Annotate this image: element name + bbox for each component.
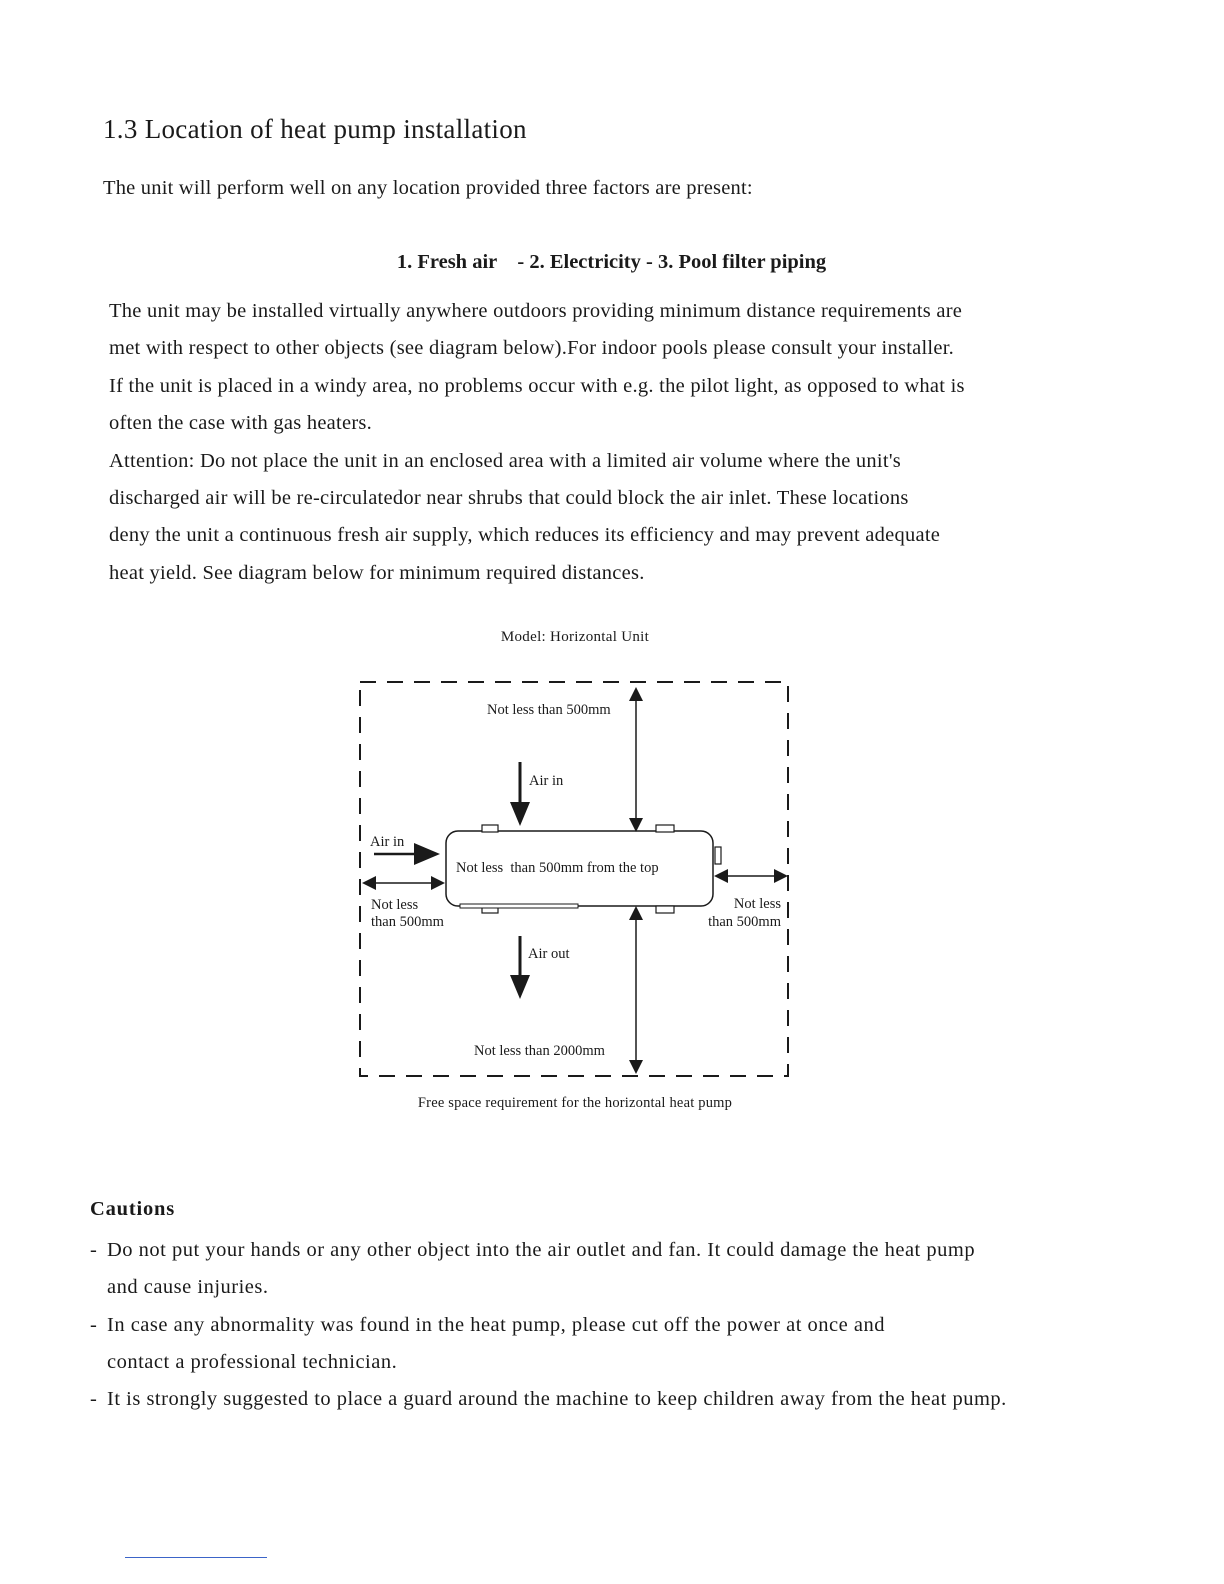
caution-line: In case any abnormality was found in the heat pump, please cut off the power at once and	[107, 1313, 885, 1336]
air-in-side-label: Air in	[370, 834, 405, 850]
footer-rule	[125, 1557, 267, 1558]
dash-bullet: -	[90, 1388, 98, 1411]
paragraph-line: deny the unit a continuous fresh air supply, which reduces its efficiency and may prevent adequate	[109, 524, 941, 547]
three-factors	[0, 251, 1224, 274]
arrowhead-down	[510, 802, 530, 826]
cautions-heading: Cautions	[90, 1198, 176, 1220]
paragraph-line: discharged air will be re-circulatedor near shrubs that could block the air inlet. These locations	[109, 487, 909, 510]
unit-foot	[482, 825, 498, 832]
paragraph-line: Attention: Do not place the unit in an enclosed area with a limited air volume where the unit's	[109, 449, 901, 472]
section-title: 1.3 Location of heat pump installation	[103, 114, 527, 144]
cautions-list	[90, 1232, 1007, 1418]
left-distance-label: Not less	[371, 897, 419, 913]
unit-foot	[656, 825, 674, 832]
right-distance-label: than 500mm	[708, 914, 781, 930]
arrowhead-right	[431, 876, 445, 890]
diagram-caption: Free space requirement for the horizontal heat pump	[417, 1095, 733, 1111]
arrowhead-up	[629, 906, 643, 920]
arrowhead-down	[629, 818, 643, 832]
dash-bullet: -	[90, 1313, 98, 1336]
top-distance-label: Not less than 500mm	[487, 702, 611, 718]
paragraph-line: met with respect to other objects (see diagram below).For indoor pools please consult your installer.	[109, 337, 955, 360]
air-out-label: Air out	[528, 946, 570, 962]
paragraph-line: If the unit is placed in a windy area, no problems occur with e.g. the pilot light, as opposed to what is	[109, 374, 965, 397]
paragraph-line: The unit may be installed virtually anywhere outdoors providing minimum distance requirements are	[109, 300, 963, 322]
air-in-top-label: Air in	[529, 773, 564, 789]
intro-text: The unit will perform well on any location provided three factors are present:	[103, 177, 753, 199]
arrowhead-right	[414, 843, 440, 865]
paragraph-line: often the case with gas heaters.	[109, 412, 373, 435]
unit-connector	[715, 847, 721, 864]
right-distance-label: Not less	[733, 896, 781, 912]
caution-line: and cause injuries.	[107, 1276, 269, 1299]
unit-label: Not less than 500mm from the top	[456, 860, 659, 876]
unit-foot	[656, 906, 674, 913]
three-factors-text: 1. Fresh air - 2. Electricity - 3. Pool filter piping	[396, 251, 827, 273]
caution-line: contact a professional technician.	[107, 1350, 398, 1373]
arrowhead-left	[362, 876, 376, 890]
installation-paragraph	[109, 293, 1109, 592]
caution-item	[90, 1307, 1007, 1382]
bottom-distance-label: Not less than 2000mm	[474, 1043, 605, 1059]
arrowhead-right	[774, 869, 788, 883]
clearance-diagram	[350, 670, 800, 1090]
caution-line: Do not put your hands or any other object into the air outlet and fan. It could damage the heat pump	[107, 1239, 976, 1261]
left-distance-label: than 500mm	[371, 914, 444, 930]
paragraph-line: heat yield. See diagram below for minimum required distances.	[109, 561, 645, 584]
caution-item	[90, 1232, 1007, 1307]
arrowhead-down	[510, 975, 530, 999]
caution-item	[90, 1381, 1007, 1418]
diagram-model-label: Model: Horizontal Unit	[500, 629, 650, 645]
unit-base-strip	[460, 904, 578, 908]
dash-bullet: -	[90, 1239, 98, 1261]
caution-line: It is strongly suggested to place a guard around the machine to keep children away from the heat pump.	[107, 1388, 1007, 1411]
arrowhead-down	[629, 1060, 643, 1074]
arrowhead-up	[629, 687, 643, 701]
arrowhead-left	[714, 869, 728, 883]
